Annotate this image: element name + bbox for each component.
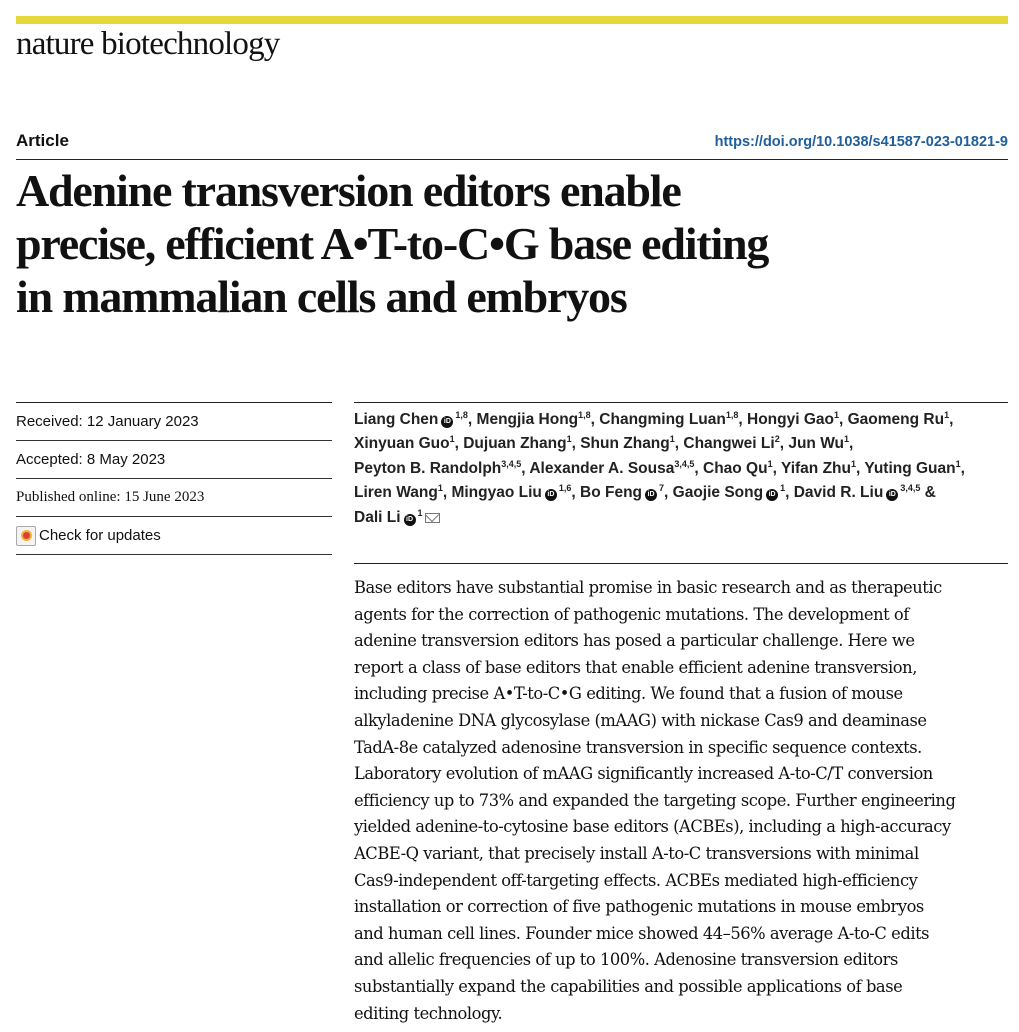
author-list	[354, 408, 1004, 530]
author-item	[580, 484, 673, 501]
author-item	[673, 484, 794, 501]
orcid-icon[interactable]: iD	[545, 489, 557, 501]
author-item	[354, 460, 529, 477]
published-date: Published online: 15 June 2023	[16, 479, 332, 517]
author-item	[354, 411, 477, 428]
author-name[interactable]: Bo Feng	[580, 484, 643, 502]
author-affiliation-sup: 1	[669, 434, 675, 445]
author-name[interactable]: Chao Qu	[703, 459, 768, 477]
author-separator: ,	[571, 435, 581, 453]
author-item	[864, 460, 965, 477]
accepted-date: Accepted: 8 May 2023	[16, 441, 332, 479]
author-separator: ,	[442, 484, 452, 502]
author-separator: ,	[454, 435, 464, 453]
author-separator: ,	[738, 411, 747, 428]
author-affiliation-sup: 3,4,5	[900, 483, 921, 494]
author-name[interactable]: Yifan Zhu	[780, 459, 851, 477]
author-affiliation-sup: 1	[955, 458, 961, 469]
author-affiliation-sup: 1,8	[578, 410, 591, 420]
author-name[interactable]: Liren Wang	[354, 484, 438, 502]
abstract-line: ACBE-Q variant, that precisely install A-to-C transversions with minimal	[354, 843, 919, 863]
title-line: precise, efficient A•T-to-C•G base editing	[16, 218, 769, 269]
publication-meta	[16, 403, 332, 555]
title-line: in mammalian cells and embryos	[16, 271, 627, 322]
author-affiliation-sup: 1	[437, 483, 443, 494]
author-affiliation-sup: 1	[566, 434, 572, 445]
abstract-line: Cas9-independent off-targeting effects. ACBEs mediated high-efficiency	[354, 870, 918, 890]
abstract-line: installation or correction of five pathogenic mutations in mouse embryos	[354, 897, 924, 917]
abstract-line: Base editors have substantial promise in basic research and as therapeutic	[354, 578, 942, 597]
author-item	[747, 411, 848, 428]
abstract-line: agents for the correction of pathogenic mutations. The development of	[354, 604, 909, 624]
author-affiliation-sup: 1	[844, 434, 850, 445]
abstract-line: yielded adenine-to-cytosine base editors (ACBEs), including a high-accuracy	[354, 817, 951, 837]
author-name[interactable]: Changming Luan	[599, 411, 726, 428]
author-separator: ,	[674, 435, 684, 453]
abstract-line: substantially expand the capabilities and possible applications of base	[354, 976, 903, 996]
author-item	[580, 435, 683, 452]
author-name[interactable]: Gaojie Song	[672, 484, 764, 502]
author-separator: ,	[849, 435, 854, 453]
author-separator: ,	[856, 459, 865, 477]
abstract	[354, 575, 994, 1027]
abstract-line: alkyladenine DNA glycosylase (mAAG) with nickase Cas9 and deaminase	[354, 710, 927, 730]
author-item	[788, 435, 853, 452]
author-separator: ,	[571, 484, 581, 502]
abstract-top-divider	[354, 563, 1008, 564]
title-line: Adenine transversion editors enable	[16, 165, 681, 216]
author-affiliation-sup: 1	[417, 507, 423, 518]
author-separator: &	[920, 484, 936, 502]
article-type-label: Article	[16, 131, 69, 150]
author-affiliation-sup: 7	[659, 483, 665, 494]
author-item	[781, 460, 864, 477]
author-item	[683, 435, 788, 452]
author-affiliation-sup: 1,8	[725, 410, 739, 420]
doi-link[interactable]: https://doi.org/10.1038/s41587-023-01821-9	[714, 134, 1008, 150]
author-item	[451, 484, 580, 501]
author-affiliation-sup: 1	[780, 483, 786, 494]
author-item	[354, 484, 451, 501]
author-separator: ,	[467, 411, 477, 428]
header-divider	[16, 159, 1008, 160]
author-affiliation-sup: 1	[944, 410, 950, 420]
authors-top-divider	[354, 402, 1008, 403]
author-separator: ,	[772, 459, 781, 477]
author-affiliation-sup: 1	[449, 434, 455, 445]
author-separator: ,	[960, 459, 965, 477]
author-name[interactable]: Mengjia Hong	[476, 411, 579, 428]
author-affiliation-sup: 1,8	[455, 410, 468, 420]
article-title	[16, 164, 1006, 323]
author-item	[354, 435, 463, 452]
author-name[interactable]: Alexander A. Sousa	[529, 459, 675, 477]
abstract-line: efficiency up to 73% and expanded the targeting scope. Further engineering	[354, 790, 956, 810]
abstract-line: including precise A•T-to-C•G editing. We found that a fusion of mouse	[354, 684, 903, 704]
author-name[interactable]: Mingyao Liu	[451, 484, 542, 502]
author-item	[529, 460, 703, 477]
abstract-line: report a class of base editors that enable efficient adenine transversion,	[354, 657, 917, 677]
journal-name: nature biotechnology	[16, 26, 280, 62]
author-item	[463, 435, 580, 452]
check-for-updates-button[interactable]	[16, 517, 332, 555]
author-affiliation-sup: 1	[767, 458, 773, 469]
author-affiliation-sup: 3,4,5	[501, 458, 522, 469]
author-name[interactable]: Changwei Li	[683, 435, 775, 453]
author-name[interactable]: Yuting Guan	[864, 459, 956, 477]
author-separator: ,	[590, 411, 600, 428]
author-separator: ,	[521, 459, 530, 477]
author-affiliation-sup: 2	[774, 434, 780, 445]
orcid-icon[interactable]: iD	[404, 514, 416, 526]
author-name[interactable]: Gaomeng Ru	[847, 411, 945, 428]
author-name[interactable]: Dali Li	[354, 508, 401, 526]
check-for-updates-icon	[16, 526, 36, 546]
author-item	[354, 509, 440, 526]
author-name[interactable]: Dujuan Zhang	[463, 435, 567, 453]
author-item	[848, 411, 954, 428]
orcid-icon[interactable]: iD	[441, 416, 453, 428]
author-name[interactable]: Shun Zhang	[580, 435, 670, 453]
author-name[interactable]: Xinyuan Guo	[354, 435, 450, 453]
author-affiliation-sup: 1,6	[558, 483, 572, 494]
author-affiliation-sup: 1	[833, 410, 839, 420]
author-separator: ,	[839, 411, 848, 428]
author-name[interactable]: Liang Chen	[354, 411, 439, 428]
author-item	[703, 460, 781, 477]
abstract-line: editing technology.	[354, 1003, 503, 1023]
author-item	[599, 411, 747, 428]
author-affiliation-sup: 1	[850, 458, 856, 469]
author-separator: ,	[694, 459, 703, 477]
email-icon[interactable]	[425, 513, 440, 523]
author-item	[794, 484, 936, 501]
journal-color-bar	[16, 16, 1008, 24]
author-item	[477, 411, 600, 428]
orcid-icon[interactable]: iD	[766, 489, 778, 501]
author-name[interactable]: Peyton B. Randolph	[354, 459, 502, 477]
abstract-line: and human cell lines. Founder mice showed 44–56% average A-to-C edits	[354, 923, 930, 943]
orcid-icon[interactable]: iD	[886, 489, 898, 501]
author-name[interactable]: Hongyi Gao	[747, 411, 834, 428]
author-name[interactable]: David R. Liu	[793, 484, 884, 502]
author-name[interactable]: Jun Wu	[788, 435, 845, 453]
author-separator: ,	[785, 484, 794, 502]
abstract-line: TadA-8e catalyzed adenosine transversion in specific sequence contexts.	[354, 737, 922, 757]
abstract-line: Laboratory evolution of mAAG significantly increased A-to-C/T conversion	[354, 764, 933, 784]
abstract-line: and allelic frequencies of up to 100%. Adenosine transversion editors	[354, 950, 898, 970]
received-date: Received: 12 January 2023	[16, 403, 332, 441]
author-separator: ,	[779, 435, 789, 453]
author-separator: ,	[664, 484, 673, 502]
author-affiliation-sup: 3,4,5	[674, 458, 695, 469]
orcid-icon[interactable]: iD	[645, 489, 657, 501]
check-for-updates-label: Check for updates	[39, 527, 161, 544]
abstract-line: adenine transversion editors has posed a particular challenge. Here we	[354, 631, 915, 651]
author-separator: ,	[949, 411, 954, 428]
